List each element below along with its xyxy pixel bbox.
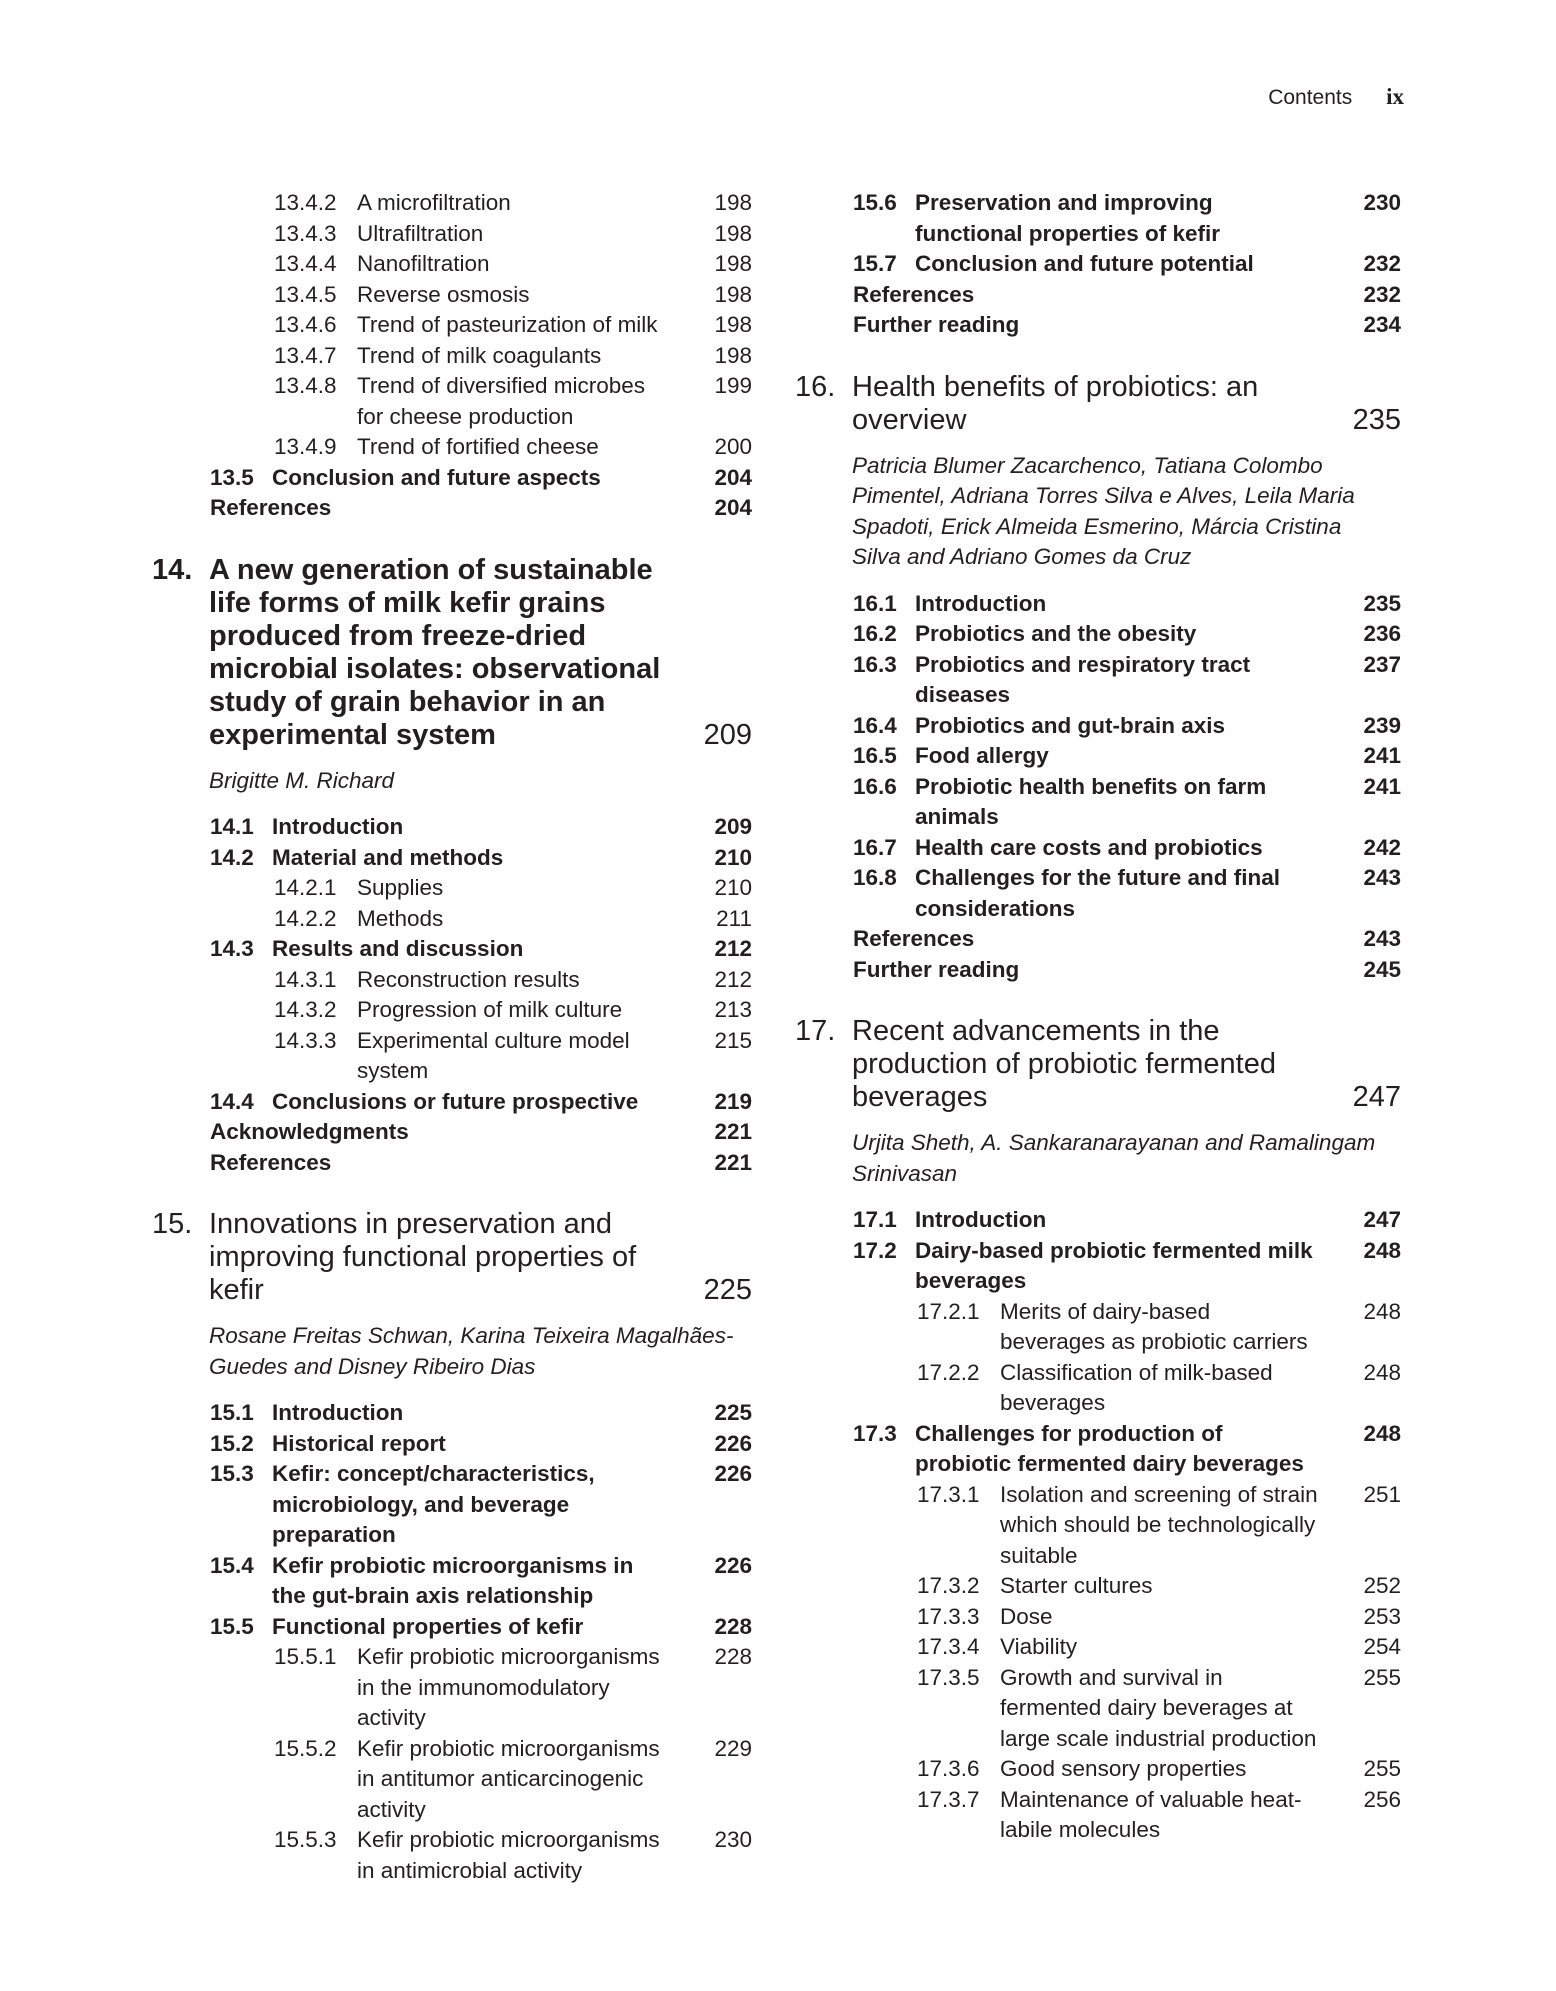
entry-number: 14.2.1 <box>274 875 337 900</box>
chapter-number: 14. <box>152 553 193 586</box>
toc-subsection-entry[interactable] <box>795 1663 1401 1755</box>
entry-number: 13.4.6 <box>274 312 337 337</box>
entry-number: 13.4.9 <box>274 434 337 459</box>
entry-title: Viability <box>1000 1634 1078 1659</box>
entry-title: Kefir probiotic microorganisms in antimicrobial activity <box>357 1827 660 1883</box>
entry-title: Probiotics and the obesity <box>915 621 1197 646</box>
entry-number: 17.3.2 <box>917 1573 980 1598</box>
entry-number: 17.3.4 <box>917 1634 980 1659</box>
toc-subsection-entry[interactable] <box>152 219 752 250</box>
toc-entry-backmatter[interactable] <box>795 310 1401 341</box>
entry-title: Kefir probiotic microorganisms in the gut-brain axis relationship <box>272 1552 634 1608</box>
entry-title: Functional properties of kefir <box>272 1613 584 1639</box>
toc-entry-backmatter[interactable] <box>152 1117 752 1148</box>
entry-page: 204 <box>714 464 752 490</box>
chapter-heading[interactable] <box>152 1208 752 1307</box>
entry-page: 229 <box>714 1735 752 1761</box>
entry-title: References <box>210 495 332 520</box>
entry-title: Classification of milk-based beverages <box>1000 1359 1273 1415</box>
entry-number: 15.4 <box>210 1552 254 1578</box>
entry-title: Trend of pasteurization of milk <box>357 312 658 337</box>
entry-page: 232 <box>1363 251 1401 276</box>
entry-title: Further reading <box>853 312 1020 337</box>
chapter-heading[interactable] <box>795 371 1401 437</box>
toc-subsection-entry[interactable] <box>152 249 752 280</box>
entry-page: 210 <box>714 844 752 870</box>
toc-section-entry[interactable] <box>795 772 1401 833</box>
toc-subsection-entry[interactable] <box>152 873 752 904</box>
entry-number: 14.1 <box>210 814 254 839</box>
toc-section-entry[interactable] <box>795 188 1401 249</box>
entry-number: 15.5.2 <box>274 1735 337 1761</box>
entry-title: Trend of fortified cheese <box>357 434 599 459</box>
entry-page: 198 <box>714 312 752 337</box>
entry-number: 14.3.2 <box>274 997 337 1022</box>
entry-title: References <box>853 281 975 307</box>
entry-number: 14.2.2 <box>274 905 337 931</box>
entry-page: 237 <box>1363 651 1401 677</box>
entry-title: Progression of milk culture <box>357 997 623 1022</box>
entry-page: 239 <box>1363 712 1401 738</box>
entry-number: 16.8 <box>853 865 897 890</box>
chapter-heading[interactable] <box>795 1015 1401 1114</box>
toc-subsection-entry[interactable] <box>152 310 752 341</box>
toc-entry-backmatter[interactable] <box>795 280 1401 311</box>
entry-title: Probiotic health benefits on farm animals <box>915 773 1267 829</box>
toc-section-entry[interactable] <box>152 463 752 494</box>
entry-title: Conclusion and future potential <box>915 251 1254 276</box>
entry-number: 16.5 <box>853 743 897 768</box>
chapter-page: 247 <box>1352 1081 1401 1113</box>
entry-title: Kefir probiotic microorganisms in the immunomodulatory activity <box>357 1644 660 1730</box>
toc-section-entry[interactable] <box>152 934 752 965</box>
toc-section-entry[interactable] <box>152 1087 752 1118</box>
entry-page: 198 <box>714 251 752 276</box>
entry-page: 251 <box>1363 1481 1401 1507</box>
entry-title: Probiotics and respiratory tract diseases <box>915 651 1251 707</box>
entry-title: Introduction <box>272 1400 404 1425</box>
toc-entry-backmatter[interactable] <box>795 924 1401 955</box>
entry-title: Results and discussion <box>272 936 524 961</box>
entry-title: A microfiltration <box>357 190 511 215</box>
entry-title: Starter cultures <box>1000 1573 1153 1598</box>
toc-section-entry[interactable] <box>795 650 1401 711</box>
entry-number: 14.4 <box>210 1088 254 1114</box>
toc-section-entry[interactable] <box>795 863 1401 924</box>
entry-number: 16.3 <box>853 651 897 677</box>
chapter-title: Health benefits of probiotics: an overview <box>852 370 1259 436</box>
chapter-authors: Patricia Blumer Zacarchenco, Tatiana Colombo Pimentel, Adriana Torres Silva e Alves, Leila Maria Spadoti, Erick Almeida Esmerino, Márcia Cristina Silva and Adriano Gomes da Cruz <box>852 452 1355 569</box>
page-number: ix <box>1386 84 1404 109</box>
toc-section-entry[interactable] <box>152 1398 752 1429</box>
entry-page: 247 <box>1363 1207 1401 1232</box>
entry-number: 16.1 <box>853 590 897 616</box>
toc-section-entry[interactable] <box>795 741 1401 772</box>
entry-title: Experimental culture model system <box>357 1027 630 1083</box>
entry-number: 13.4.2 <box>274 190 337 215</box>
entry-page: 248 <box>1363 1420 1401 1446</box>
entry-number: 16.4 <box>853 712 897 738</box>
entry-page: 255 <box>1363 1756 1401 1781</box>
running-head <box>1268 84 1404 110</box>
toc-section-entry[interactable] <box>795 619 1401 650</box>
entry-number: 17.2.2 <box>917 1359 980 1385</box>
toc-subsection-entry[interactable] <box>795 1480 1401 1572</box>
toc-section-entry[interactable] <box>795 249 1401 280</box>
entry-page: 204 <box>714 495 752 520</box>
chapter-title: Innovations in preservation and improving functional properties of kefir <box>209 1208 637 1306</box>
entry-title: Challenges for production of probiotic fermented dairy beverages <box>915 1420 1304 1476</box>
entry-page: 198 <box>714 281 752 307</box>
toc-subsection-entry[interactable] <box>152 188 752 219</box>
toc-entry-backmatter[interactable] <box>795 955 1401 986</box>
entry-title: Preservation and improving functional properties of kefir <box>915 190 1221 246</box>
toc-section-entry[interactable] <box>795 711 1401 742</box>
entry-title: Maintenance of valuable heat-labile molecules <box>1000 1786 1302 1842</box>
entry-page: 198 <box>714 342 752 368</box>
toc-entry-backmatter[interactable] <box>152 1148 752 1179</box>
toc-subsection-entry[interactable] <box>152 1026 752 1087</box>
entry-page: 241 <box>1363 743 1401 768</box>
entry-number: 15.5.1 <box>274 1644 337 1669</box>
toc-subsection-entry[interactable] <box>152 965 752 996</box>
entry-number: 17.1 <box>853 1207 897 1232</box>
chapter-page: 209 <box>703 718 752 751</box>
entry-number: 17.3.5 <box>917 1664 980 1690</box>
entry-page: 221 <box>714 1119 752 1144</box>
entry-number: 17.3.1 <box>917 1481 980 1507</box>
entry-title: Methods <box>357 905 444 931</box>
entry-page: 226 <box>714 1430 752 1456</box>
entry-title: Historical report <box>272 1430 446 1456</box>
entry-number: 17.2 <box>853 1237 897 1263</box>
entry-number: 15.7 <box>853 251 897 276</box>
entry-page: 200 <box>714 434 752 459</box>
toc-section-entry[interactable] <box>795 1419 1401 1480</box>
entry-title: Trend of diversified microbes for cheese production <box>357 373 646 429</box>
entry-page: 243 <box>1363 926 1401 951</box>
toc-column-right <box>795 188 1401 1846</box>
entry-number: 17.3 <box>853 1420 897 1446</box>
entry-title: Food allergy <box>915 743 1049 768</box>
entry-number: 14.2 <box>210 844 254 870</box>
entry-title: Conclusion and future aspects <box>272 464 601 490</box>
entry-page: 256 <box>1363 1786 1401 1812</box>
entry-number: 17.3.6 <box>917 1756 980 1781</box>
entry-page: 209 <box>714 814 752 839</box>
entry-title: Merits of dairy-based beverages as probiotic carriers <box>1000 1298 1308 1354</box>
entry-number: 13.4.4 <box>274 251 337 276</box>
toc-section-entry[interactable] <box>795 589 1401 620</box>
entry-number: 15.3 <box>210 1461 254 1486</box>
entry-page: 234 <box>1363 312 1401 337</box>
entry-page: 215 <box>714 1027 752 1053</box>
entry-page: 248 <box>1363 1237 1401 1263</box>
entry-title: Dose <box>1000 1603 1053 1629</box>
entry-page: 228 <box>714 1644 752 1669</box>
entry-title: Health care costs and probiotics <box>915 834 1263 860</box>
entry-title: Introduction <box>272 814 404 839</box>
toc-subsection-entry[interactable] <box>795 1785 1401 1846</box>
toc-subsection-entry[interactable] <box>152 1825 752 1886</box>
entry-number: 16.7 <box>853 834 897 860</box>
entry-page: 248 <box>1363 1359 1401 1385</box>
entry-title: Good sensory properties <box>1000 1756 1247 1781</box>
toc-subsection-entry[interactable] <box>795 1297 1401 1358</box>
entry-title: Kefir: concept/characteristics, microbiology, and beverage preparation <box>272 1461 595 1547</box>
toc-entry-backmatter[interactable] <box>152 493 752 524</box>
entry-page: 232 <box>1363 281 1401 307</box>
toc-subsection-entry[interactable] <box>152 341 752 372</box>
entry-page: 221 <box>714 1149 752 1175</box>
entry-page: 230 <box>1363 190 1401 215</box>
entry-page: 243 <box>1363 865 1401 890</box>
entry-page: 255 <box>1363 1664 1401 1690</box>
toc-section-entry[interactable] <box>152 1459 752 1551</box>
entry-page: 212 <box>714 936 752 961</box>
chapter-number: 17. <box>795 1015 836 1047</box>
entry-page: 199 <box>714 373 752 398</box>
entry-title: Probiotics and gut-brain axis <box>915 712 1226 738</box>
chapter-authors: Rosane Freitas Schwan, Karina Teixeira Magalhães-Guedes and Disney Ribeiro Dias <box>209 1323 734 1379</box>
entry-number: 17.3.3 <box>917 1603 980 1629</box>
entry-title: Trend of milk coagulants <box>357 342 602 368</box>
entry-number: 14.3 <box>210 936 254 961</box>
entry-number: 15.2 <box>210 1430 254 1456</box>
entry-number: 16.2 <box>853 621 897 646</box>
entry-page: 226 <box>714 1461 752 1486</box>
entry-page: 230 <box>714 1827 752 1852</box>
entry-number: 15.5 <box>210 1613 254 1639</box>
entry-page: 198 <box>714 220 752 246</box>
entry-page: 254 <box>1363 1634 1401 1659</box>
entry-title: Supplies <box>357 875 444 900</box>
entry-title: Challenges for the future and final considerations <box>915 865 1281 921</box>
entry-title: Reconstruction results <box>357 966 580 992</box>
entry-page: 235 <box>1363 590 1401 616</box>
toc-subsection-entry[interactable] <box>795 1602 1401 1633</box>
entry-title: Conclusions or future prospective <box>272 1088 639 1114</box>
entry-title: Dairy-based probiotic fermented milk beverages <box>915 1237 1313 1293</box>
entry-page: 211 <box>716 905 752 931</box>
entry-number: 13.4.5 <box>274 281 337 307</box>
toc-section-entry[interactable] <box>152 812 752 843</box>
toc-subsection-entry[interactable] <box>152 371 752 432</box>
entry-title: Acknowledgments <box>210 1119 409 1144</box>
entry-number: 13.4.3 <box>274 220 337 246</box>
chapter-number: 16. <box>795 370 836 403</box>
toc-subsection-entry[interactable] <box>795 1754 1401 1785</box>
entry-number: 15.1 <box>210 1400 254 1425</box>
entry-number: 13.4.7 <box>274 342 337 368</box>
entry-page: 242 <box>1363 834 1401 860</box>
toc-subsection-entry[interactable] <box>152 904 752 935</box>
toc-section-entry[interactable] <box>795 1205 1401 1236</box>
entry-page: 213 <box>714 997 752 1022</box>
entry-title: Further reading <box>853 956 1020 982</box>
toc-subsection-entry[interactable] <box>152 995 752 1026</box>
entry-number: 13.5 <box>210 464 254 490</box>
toc-subsection-entry[interactable] <box>152 1642 752 1734</box>
chapter-number: 15. <box>152 1208 193 1240</box>
chapter-authors: Urjita Sheth, A. Sankaranarayanan and Ramalingam Srinivasan <box>852 1130 1376 1186</box>
entry-page: 198 <box>714 190 752 215</box>
toc-subsection-entry[interactable] <box>152 1734 752 1826</box>
entry-page: 241 <box>1363 773 1401 799</box>
toc-section-entry[interactable] <box>152 1551 752 1612</box>
entry-number: 16.6 <box>853 773 897 799</box>
entry-number: 17.2.1 <box>917 1298 980 1324</box>
toc-subsection-entry[interactable] <box>795 1571 1401 1602</box>
running-head-title: Contents <box>1268 86 1353 109</box>
entry-title: References <box>210 1149 332 1175</box>
toc-section-entry[interactable] <box>152 1612 752 1643</box>
entry-title: Introduction <box>915 1207 1047 1232</box>
entry-page: 245 <box>1363 956 1401 982</box>
entry-page: 226 <box>714 1552 752 1578</box>
entry-page: 248 <box>1363 1298 1401 1324</box>
chapter-title: Recent advancements in the production of probiotic fermented beverages <box>852 1015 1276 1113</box>
toc-column-left <box>152 188 752 1886</box>
entry-page: 212 <box>714 966 752 992</box>
entry-number: 14.3.1 <box>274 966 337 992</box>
chapter-title: A new generation of sustainable life forms of milk kefir grains produced from freeze-dried microbial isolates: observational study of grain behavior in an experimental system <box>209 553 661 751</box>
toc-section-entry[interactable] <box>795 1236 1401 1297</box>
chapter-page: 225 <box>703 1274 752 1306</box>
toc-subsection-entry[interactable] <box>152 432 752 463</box>
entry-page: 253 <box>1363 1603 1401 1629</box>
chapter-authors: Brigitte M. Richard <box>209 767 395 793</box>
toc-section-entry[interactable] <box>152 843 752 874</box>
entry-title: Growth and survival in fermented dairy beverages at large scale industrial production <box>1000 1664 1317 1751</box>
chapter-heading[interactable] <box>152 554 752 752</box>
entry-page: 225 <box>714 1400 752 1425</box>
entry-page: 228 <box>714 1613 752 1639</box>
entry-title: Material and methods <box>272 844 504 870</box>
toc-section-entry[interactable] <box>795 833 1401 864</box>
toc-subsection-entry[interactable] <box>152 280 752 311</box>
entry-title: References <box>853 926 975 951</box>
entry-title: Isolation and screening of strain which should be technologically suitable <box>1000 1481 1318 1568</box>
toc-section-entry[interactable] <box>152 1429 752 1460</box>
entry-title: Introduction <box>915 590 1047 616</box>
entry-page: 210 <box>714 875 752 900</box>
entry-number: 13.4.8 <box>274 373 337 398</box>
entry-number: 17.3.7 <box>917 1786 980 1812</box>
chapter-page: 235 <box>1352 403 1401 436</box>
entry-title: Nanofiltration <box>357 251 490 276</box>
toc-subsection-entry[interactable] <box>795 1358 1401 1419</box>
entry-page: 236 <box>1363 621 1401 646</box>
entry-number: 15.5.3 <box>274 1827 337 1852</box>
entry-title: Reverse osmosis <box>357 281 530 307</box>
toc-subsection-entry[interactable] <box>795 1632 1401 1663</box>
entry-page: 219 <box>714 1088 752 1114</box>
entry-title: Kefir probiotic microorganisms in antitumor anticarcinogenic activity <box>357 1735 660 1822</box>
entry-number: 15.6 <box>853 190 897 215</box>
entry-page: 252 <box>1363 1573 1401 1598</box>
entry-title: Ultrafiltration <box>357 220 484 246</box>
entry-number: 14.3.3 <box>274 1027 337 1053</box>
